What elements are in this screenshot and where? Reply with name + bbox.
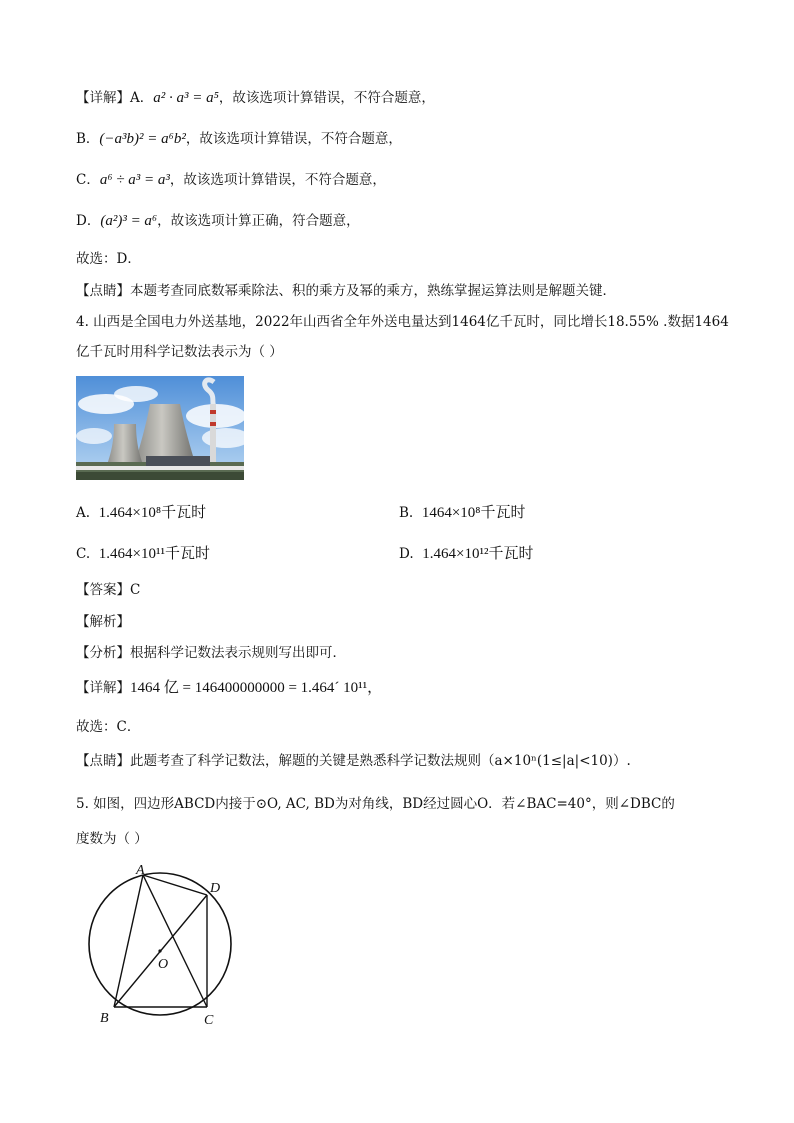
math-expr: a² · a³ = a⁵: [153, 90, 219, 106]
option-label: C．: [76, 172, 100, 188]
q4-option-b: [399, 503, 526, 523]
label-c: C: [204, 1013, 214, 1028]
q4-answer: [76, 580, 140, 600]
option-value: 1464×10⁸千瓦时: [421, 505, 526, 521]
explanation-text: ，故该选项计算错误，不符合题意，: [218, 90, 435, 106]
label-d: D: [210, 881, 221, 896]
q4-fenxi: [76, 643, 346, 663]
option-label: D.: [399, 546, 414, 562]
comment-tag: 【点睛】: [76, 283, 130, 299]
fenxi-tag: 【分析】: [76, 645, 130, 661]
segment-ab: [114, 875, 143, 1007]
option-value: 1.464×10¹²千瓦时: [422, 546, 534, 562]
q4-stem-line1: 4. 山西是全国电力外送基地，2022年山西省全年外送电量达到1464亿千瓦时，同比增长18.55% .数据1464: [76, 314, 729, 330]
option-label: A.: [76, 505, 91, 521]
math-expr: a⁶ ÷ a³ = a³: [99, 172, 170, 188]
option-label: D．: [76, 213, 101, 229]
q4-option-c: [76, 544, 210, 564]
option-label: A．: [130, 90, 154, 106]
q3-choose: 故选：D．: [76, 251, 141, 267]
option-label: B．: [76, 131, 100, 147]
detail-tag: 【详解】: [76, 90, 130, 106]
option-label: C.: [76, 546, 91, 562]
fenxi-text: 根据科学记数法表示规则写出即可．: [130, 645, 346, 661]
label-b: B: [100, 1011, 109, 1026]
q4-stem-line2: 亿千瓦时用科学记数法表示为（ ）: [76, 344, 283, 360]
cooling-tower-photo: [76, 376, 244, 480]
q4-choose: 故选：C．: [76, 719, 141, 735]
q5-stem-line2: 度数为（ ）: [76, 831, 148, 847]
q4-detail: [76, 678, 382, 698]
q3-detail-a: [76, 88, 435, 108]
detail-tag: 【详解】: [76, 680, 130, 696]
detail-text: 1464 亿 = 146400000000 = 1.464´ 10¹¹，: [130, 680, 383, 696]
q4-option-d: [399, 544, 533, 564]
diagonal-ac: [143, 875, 207, 1007]
label-o: O: [158, 957, 169, 972]
option-value: 1.464×10¹¹千瓦时: [98, 546, 210, 562]
math-expr: (−a³b)² = a⁶b²: [99, 131, 186, 147]
q3-detail-b: [76, 129, 402, 149]
circle-quadrilateral-figure: [76, 862, 246, 1032]
q3-detail-c: [76, 170, 386, 190]
q3-comment: [76, 281, 616, 301]
q4-analysis-tag: 【解析】: [76, 614, 130, 630]
q5-stem-line1: 5. 如图，四边形ABCD内接于⊙O, AC, BD为对角线，BD经过圆心O．若∠BAC=40°，则∠DBC的: [76, 796, 675, 812]
explanation-text: ，故该选项计算错误，不符合题意，: [169, 172, 386, 188]
comment-text: 此题考查了科学记数法，解题的关键是熟悉科学记数法规则（a×10ⁿ(1≤|a|<10)）.: [130, 753, 631, 769]
center-point: [158, 949, 161, 952]
option-label: B.: [399, 505, 414, 521]
q3-detail-d: [76, 211, 360, 231]
q4-option-a: [76, 503, 206, 523]
comment-text: 本题考查同底数幂乘除法、积的乘方及幂的乘方，熟练掌握运算法则是解题关键．: [130, 283, 616, 299]
answer-tag: 【答案】: [76, 582, 130, 598]
explanation-text: ，故该选项计算错误，不符合题意，: [185, 131, 402, 147]
label-a: A: [136, 863, 145, 878]
comment-tag: 【点睛】: [76, 753, 130, 769]
option-value: 1.464×10⁸千瓦时: [98, 505, 207, 521]
explanation-text: ，故该选项计算正确，符合题意，: [157, 213, 360, 229]
answer-value: C: [130, 582, 141, 598]
q4-comment: [76, 751, 631, 771]
math-expr: (a²)³ = a⁶: [100, 213, 158, 229]
segment-ad: [143, 875, 207, 895]
